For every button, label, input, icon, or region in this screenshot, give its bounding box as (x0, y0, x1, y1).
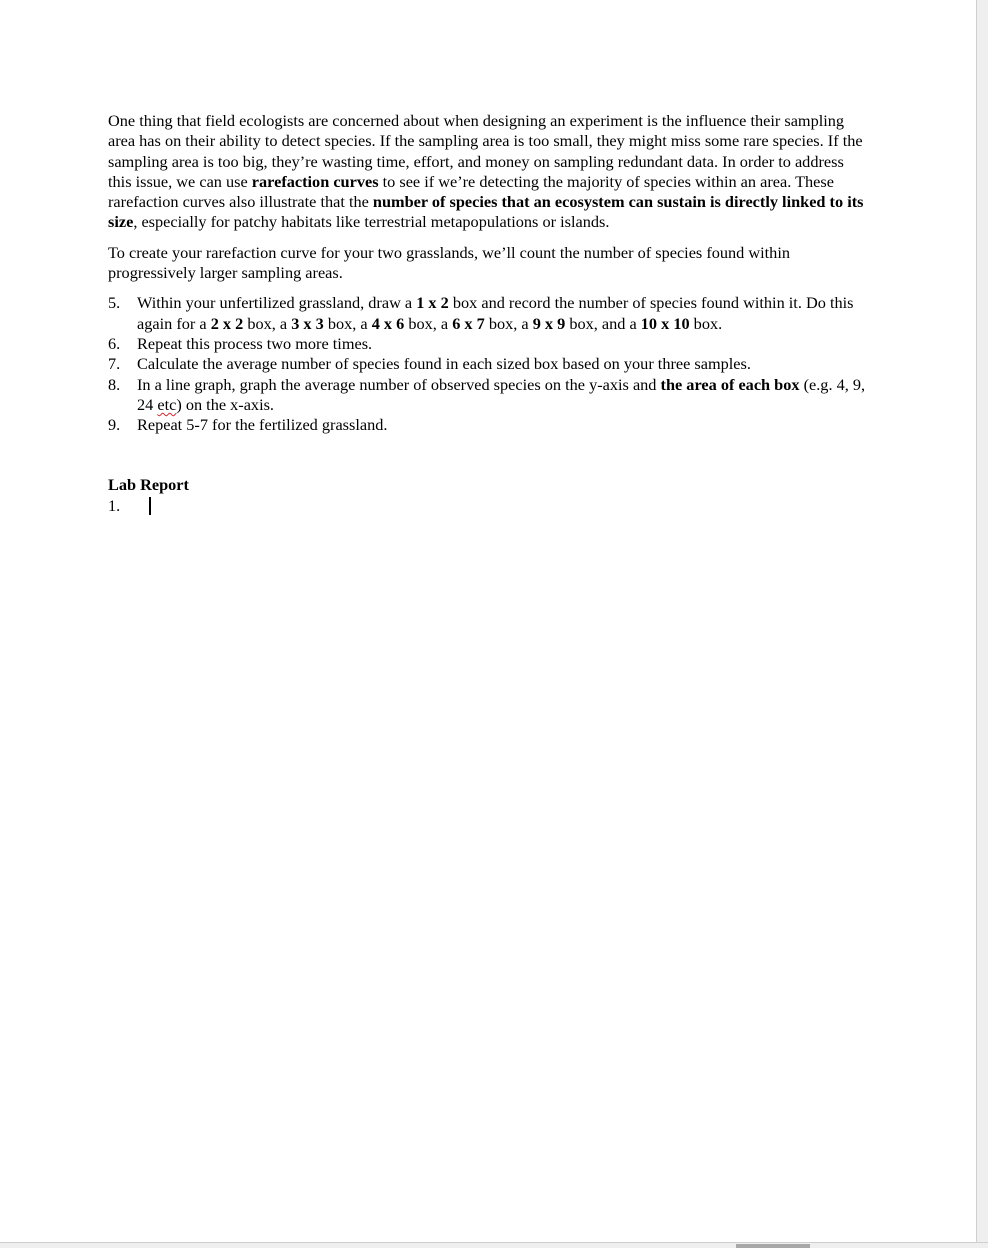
text-cursor (149, 497, 151, 515)
procedure-steps-list (108, 293, 868, 435)
text-run: Calculate the average number of species found in each sized box based on your three samples. (137, 354, 751, 374)
intro-paragraph (108, 111, 868, 233)
step-number: 8. (108, 374, 121, 394)
bold-text: the area of each box (660, 374, 800, 394)
procedure-step (108, 334, 868, 354)
step-number: 7. (108, 354, 121, 374)
text-run: , especially for patchy habitats like terrestrial metapopulations or islands. (133, 212, 610, 232)
document-body[interactable] (108, 111, 868, 516)
text-run: box. (689, 313, 723, 333)
text-run: box, and a (565, 313, 641, 333)
text-run: box and record the number of species found within it. Do this again for a (137, 293, 854, 333)
step-number: 5. (108, 293, 121, 313)
bold-text: number of species that an ecosystem can sustain is directly linked to its size (108, 192, 864, 232)
text-run: Repeat this process two more times. (137, 333, 373, 353)
instructions-paragraph: To create your rarefaction curve for your two grasslands, we’ll count the number of species found within progressively larger sampling areas. (108, 242, 790, 283)
bold-text: 6 x 7 (452, 313, 485, 333)
bold-text: 4 x 6 (371, 313, 405, 333)
text-run: to see if we’re detecting the majority of species within an area. These rarefaction curves also illustrate that the (108, 171, 834, 212)
step-number: 6. (108, 333, 121, 353)
bold-text: 9 x 9 (532, 313, 566, 333)
bold-text: 2 x 2 (210, 313, 244, 333)
text-run: box, a (323, 313, 372, 333)
text-run: One thing that field ecologists are concerned about when designing an experiment is the influence their sampling area has on their ability to detect species. If the sampling area is too small, they might miss some rare species. If the sampling area is too big, they’re wasting time, effort, and money on sampling redundant data. In order to address this issue, we can use (108, 111, 863, 191)
procedure-step (108, 375, 868, 416)
step-text (137, 293, 868, 334)
lab-report-item-number: 1. (108, 495, 121, 515)
step-text (137, 334, 868, 354)
step-text (137, 375, 868, 416)
procedure-step (108, 293, 868, 334)
text-run: box, a (243, 313, 292, 333)
bold-text: 1 x 2 (416, 293, 449, 313)
bold-text: 3 x 3 (291, 313, 324, 333)
vertical-scrollbar[interactable] (976, 0, 988, 1248)
text-run: In a line graph, graph the average number of observed species on the y-axis and (137, 374, 661, 394)
procedure-step (108, 415, 868, 435)
text-run: box, a (484, 313, 533, 333)
horizontal-scrollbar-thumb[interactable] (736, 1244, 810, 1248)
step-text (137, 415, 868, 435)
bold-text: 10 x 10 (640, 313, 690, 333)
lab-report-heading: Lab Report (108, 475, 189, 495)
text-run: Within your unfertilized grassland, draw a (137, 293, 417, 313)
text-run: Repeat 5-7 for the fertilized grassland. (137, 415, 388, 435)
text-run: (e.g. 4, 9, 24 (137, 374, 866, 414)
spellcheck-flagged-word: etc (157, 394, 177, 414)
horizontal-scrollbar[interactable] (0, 1242, 988, 1248)
text-run: ) on the x-axis. (176, 394, 275, 414)
bold-text: rarefaction curves (251, 171, 379, 191)
text-run: box, a (404, 313, 453, 333)
procedure-step (108, 354, 868, 374)
lab-report-item[interactable] (108, 496, 868, 516)
step-number: 9. (108, 415, 121, 435)
step-text (137, 354, 868, 374)
